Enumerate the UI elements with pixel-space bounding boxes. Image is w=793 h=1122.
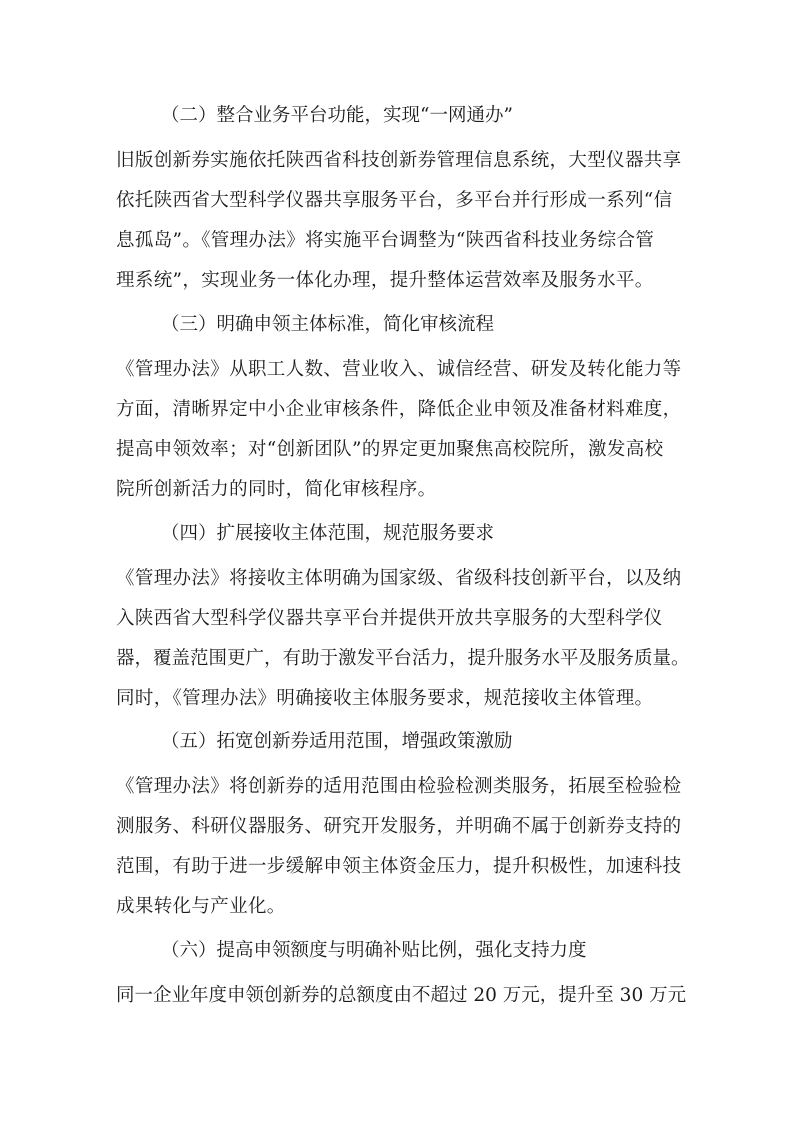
section-2 — [116, 102, 682, 301]
paragraph-line: 测服务、科研仪器服务、研究开发服务，并明确不属于创新券支持的 — [116, 816, 682, 837]
paragraph-line: 方面，清晰界定中小企业审核条件，降低企业申领及准备材料难度， — [116, 399, 682, 420]
section-3 — [116, 311, 682, 510]
section-5 — [116, 728, 682, 927]
paragraph-line: 《管理办法》将接收主体明确为国家级、省级科技创新平台，以及纳 — [116, 568, 682, 589]
section-6 — [116, 937, 687, 1016]
paragraph-line: 范围，有助于进一步缓解申领主体资金压力，提升积极性，加速科技 — [116, 856, 682, 877]
paragraph-line: 提高申领效率；对“创新团队”的界定更加聚焦高校院所，激发高校 — [116, 439, 664, 460]
paragraph-line: 成果转化与产业化。 — [116, 896, 286, 917]
paragraph-line: 息孤岛”。《管理办法》将实施平台调整为“陕西省科技业务综合管 — [116, 230, 655, 251]
section-heading: （五）拓宽创新券适用范围，增强政策激励 — [161, 731, 513, 752]
paragraph-line: 器，覆盖范围更广，有助于激发平台活力，提升服务水平及服务质量。 — [116, 648, 690, 669]
paragraph-line: 《管理办法》将创新券的适用范围由检验检测类服务，拓展至检验检 — [116, 776, 682, 797]
section-heading: （四）扩展接收主体范围，规范服务要求 — [161, 523, 495, 544]
section-4 — [116, 520, 690, 719]
section-heading: （六）提高申领额度与明确补贴比例，强化支持力度 — [161, 940, 587, 961]
paragraph-line: 《管理办法》从职工人数、营业收入、诚信经营、研发及转化能力等 — [116, 359, 682, 380]
paragraph-line: 同时，《管理办法》明确接收主体服务要求，规范接收主体管理。 — [116, 688, 654, 709]
section-heading: （二）整合业务平台功能，实现“一网通办” — [161, 105, 513, 126]
paragraph-line: 依托陕西省大型科学仪器共享服务平台，多平台并行形成一系列“信 — [116, 190, 673, 211]
paragraph-line: 旧版创新券实施依托陕西省科技创新券管理信息系统，大型仪器共享 — [116, 150, 682, 171]
paragraph-line: 理系统”，实现业务一体化办理，提升整体运营效率及服务水平。 — [116, 270, 654, 291]
section-heading: （三）明确申领主体标准，简化审核流程 — [161, 314, 495, 335]
paragraph-line: 同一企业年度申领创新券的总额度由不超过 20 万元，提升至 30 万元 — [116, 985, 687, 1006]
paragraph-line: 院所创新活力的同时，简化审核程序。 — [116, 479, 437, 500]
paragraph-line: 入陕西省大型科学仪器共享平台并提供开放共享服务的大型科学仪 — [116, 608, 663, 629]
